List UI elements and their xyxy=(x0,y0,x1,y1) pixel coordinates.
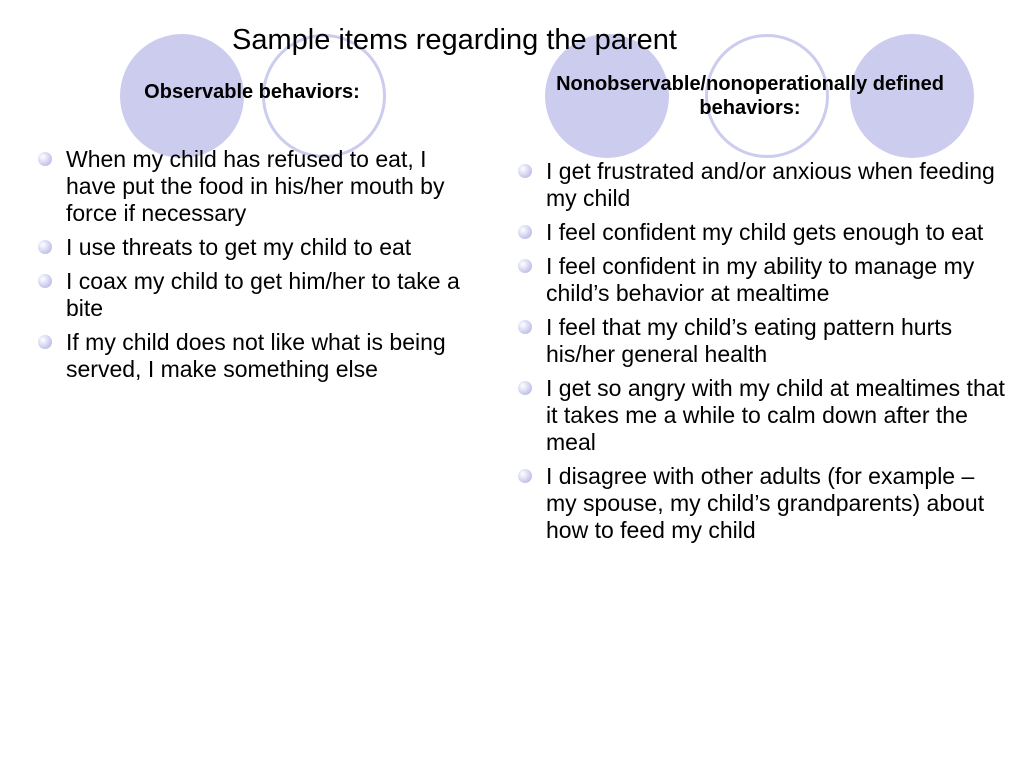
bullet-icon xyxy=(38,152,52,166)
list-item xyxy=(516,158,1006,212)
bullet-icon xyxy=(518,469,532,483)
list-item xyxy=(36,329,476,383)
observable-behaviors-heading: Observable behaviors: xyxy=(144,81,360,103)
list-item-text: If my child does not like what is being served, I make something else xyxy=(66,329,446,382)
nonobservable-behaviors-heading: Nonobservable/nonoperationally defined behaviors: xyxy=(556,73,944,119)
bullet-icon xyxy=(518,164,532,178)
list-item-text: I get frustrated and/or anxious when feeding my child xyxy=(546,158,995,211)
bullet-icon xyxy=(38,274,52,288)
list-item-text: When my child has refused to eat, I have put the food in his/her mouth by force if necessary xyxy=(66,146,445,226)
list-item-text: I coax my child to get him/her to take a bite xyxy=(66,268,460,321)
observable-behaviors-list xyxy=(36,146,476,390)
list-item-text: I feel confident my child gets enough to eat xyxy=(546,219,984,245)
list-item xyxy=(516,463,1006,544)
list-item xyxy=(36,146,476,227)
slide-title: Sample items regarding the parent xyxy=(232,24,677,56)
list-item xyxy=(36,234,476,261)
bullet-icon xyxy=(518,225,532,239)
list-item-text: I feel that my child’s eating pattern hurts his/her general health xyxy=(546,314,953,367)
list-item xyxy=(516,253,1006,307)
list-item-text: I get so angry with my child at mealtimes that it takes me a while to calm down after the meal xyxy=(546,375,1005,455)
list-item xyxy=(36,268,476,322)
nonobservable-behaviors-list xyxy=(516,158,1006,551)
bullet-icon xyxy=(38,240,52,254)
bullet-icon xyxy=(518,320,532,334)
list-item-text: I use threats to get my child to eat xyxy=(66,234,412,260)
bullet-icon xyxy=(518,381,532,395)
list-item-text: I feel confident in my ability to manage my child’s behavior at mealtime xyxy=(546,253,975,306)
list-item-text: I disagree with other adults (for example – my spouse, my child’s grandparents) about how to feed my child xyxy=(546,463,985,543)
list-item xyxy=(516,375,1006,456)
bullet-icon xyxy=(38,335,52,349)
list-item xyxy=(516,219,1006,246)
bullet-icon xyxy=(518,259,532,273)
list-item xyxy=(516,314,1006,368)
